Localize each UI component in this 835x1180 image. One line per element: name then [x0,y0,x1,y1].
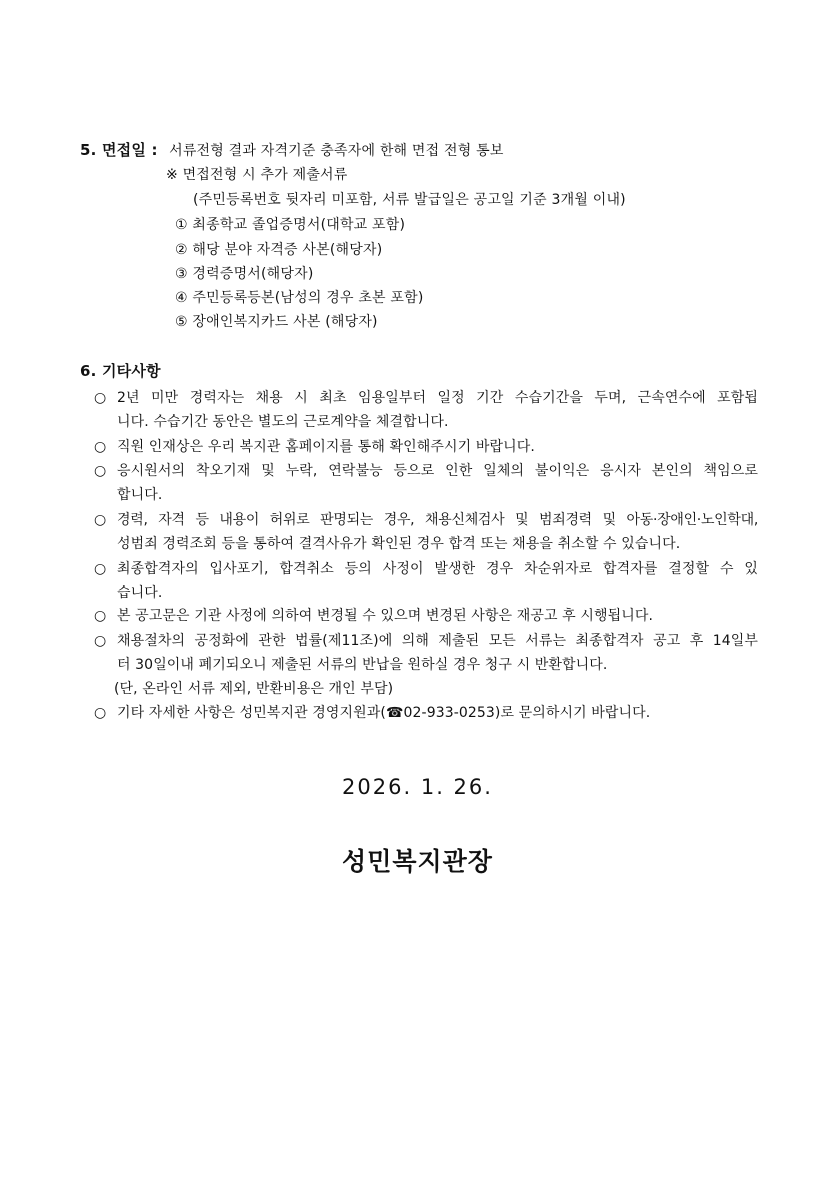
notice-line: 응시원서의 착오기재 및 누락, 연락불능 등으로 인한 일체의 불이익은 응시자 본인의 책임으로 [117,463,758,479]
section-5-heading: 5. 면접일 : [80,141,158,159]
notice-line: 터 30일이내 폐기되오니 제출된 서류의 반납을 원하실 경우 청구 시 반환합니다. [117,657,608,673]
bullet-circle: ○ [94,633,107,649]
bullet-circle: ○ [94,439,107,455]
notice-item [94,459,758,507]
bullet-circle: ○ [94,608,107,624]
section-5-heading-row [80,140,504,161]
bullet-circle: ○ [94,390,107,406]
notice-line: 본 공고문은 기관 사정에 의하여 변경될 수 있으며 변경된 사항은 재공고 후 시행됩니다. [117,608,653,624]
announcement-date: 2026. 1. 26. [342,775,493,799]
document-item-4: ④ 주민등록등본(남성의 경우 초본 포함) [175,290,424,306]
section-5-text: 서류전형 결과 자격기준 충족자에 한해 면접 전형 통보 [169,143,504,159]
document-item-1: ① 최종학교 졸업증명서(대학교 포함) [175,217,406,233]
notice-line: 2년 미만 경력자는 채용 시 최초 임용일부터 일정 기간 수습기간을 두며, 근속연수에 포함됩 [117,390,758,406]
bullet-circle: ○ [94,463,107,479]
notice-item [94,604,758,628]
section-5-condition: (주민등록번호 뒷자리 미포함, 서류 발급일은 공고일 기준 3개월 이내) [193,192,626,208]
notice-line: 습니다. [117,585,163,601]
notice-item [94,435,758,459]
notice-line: 합니다. [117,487,163,503]
notice-line: 기타 자세한 사항은 성민복지관 경영지원과(☎02-933-0253)로 문의하시기 바랍니다. [117,705,651,721]
section-5-note: ※ 면접전형 시 추가 제출서류 [166,167,348,183]
notice-line: 최종합격자의 입사포기, 합격취소 등의 사정이 발생한 경우 차순위자로 합격자를 결정할 수 있 [117,561,758,577]
notice-line: 니다. 수습기간 동안은 별도의 근로계약을 체결합니다. [117,414,449,430]
notice-line: (단, 온라인 서류 제외, 반환비용은 개인 부담) [114,681,394,697]
document-item-3: ③ 경력증명서(해당자) [175,266,314,282]
document-item-2: ② 해당 분야 자격증 사본(해당자) [175,242,383,258]
section-6-heading: 6. 기타사항 [80,362,161,380]
notice-line: 성범죄 경력조회 등을 통하여 결격사유가 확인된 경우 합격 또는 채용을 취소할 수 있습니다. [117,536,681,552]
notice-line: 경력, 자격 등 내용이 허위로 판명되는 경우, 채용신체검사 및 범죄경력 및 아동·장애인·노인학대, [117,512,758,528]
signer-name: 성민복지관장 [342,847,493,876]
notice-line: 직원 인재상은 우리 복지관 홈페이지를 통해 확인해주시기 바랍니다. [117,439,535,455]
notice-item [94,386,758,434]
document-item-5: ⑤ 장애인복지카드 사본 (해당자) [175,314,378,330]
bullet-circle: ○ [94,705,107,721]
notice-item [94,508,758,556]
notice-item [94,629,758,701]
notice-item [94,557,758,605]
bullet-circle: ○ [94,512,107,528]
notice-item [94,701,758,725]
notice-line: 채용절차의 공정화에 관한 법률(제11조)에 의해 제출된 모든 서류는 최종합격자 공고 후 14일부 [117,633,758,649]
bullet-circle: ○ [94,561,107,577]
